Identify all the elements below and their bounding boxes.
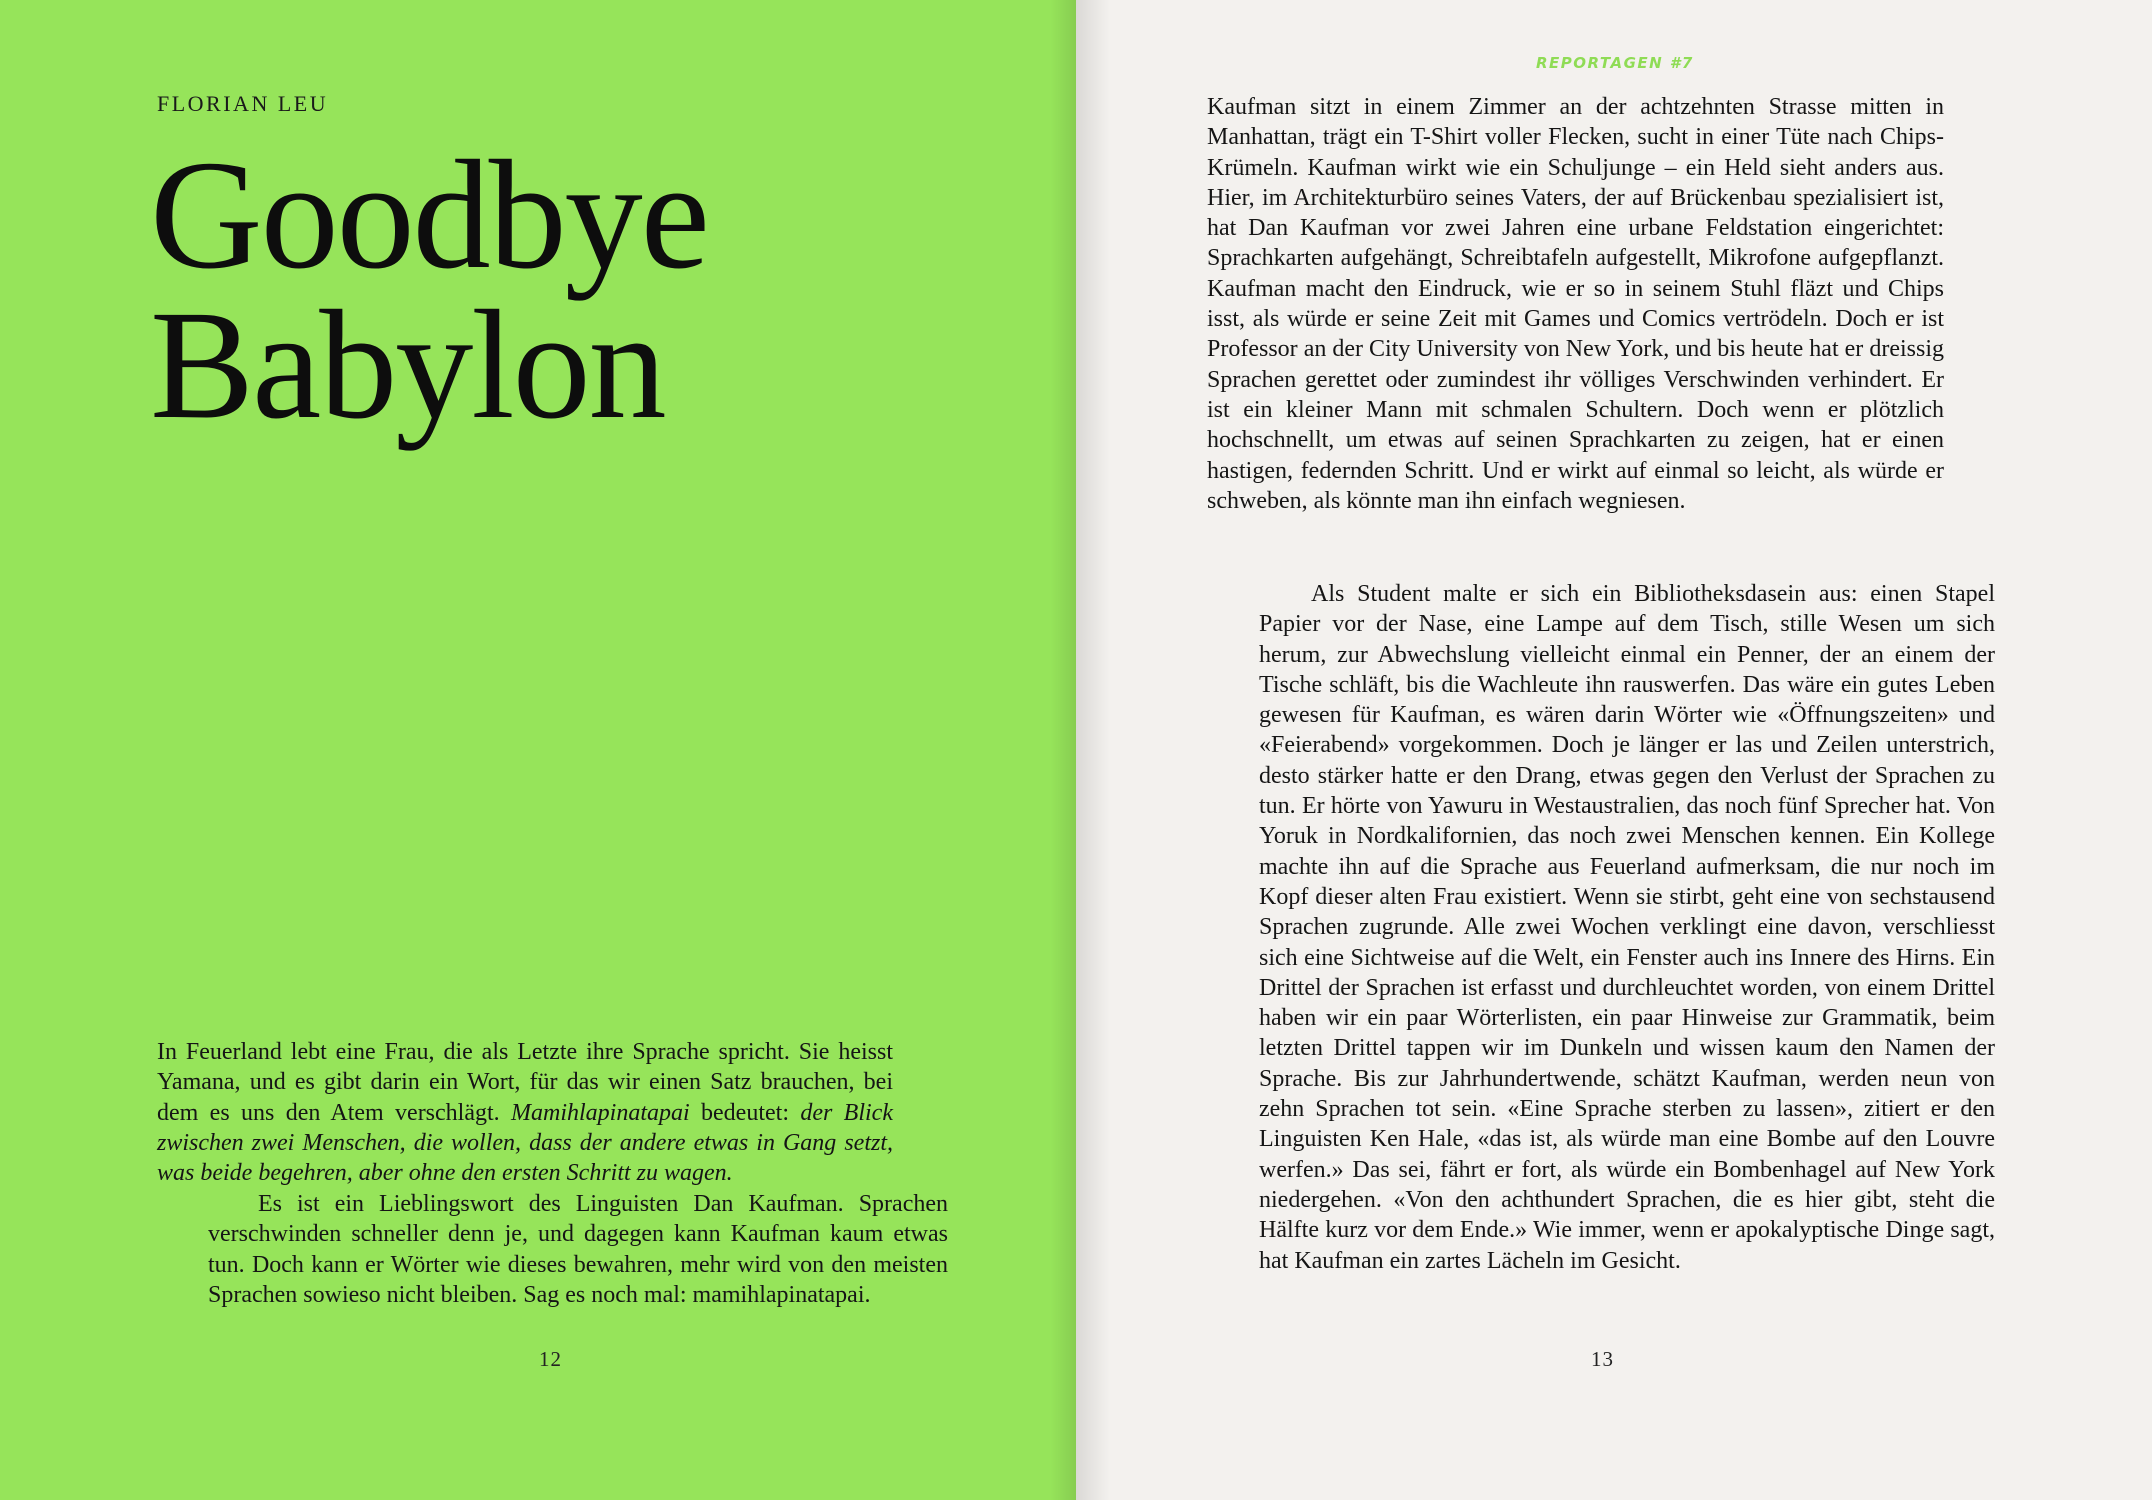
body-paragraph-2: Als Student malte er sich ein Bibliotheksdasein aus: einen Stapel Papier vor der Nase, eine Lampe auf dem Tisch, stille Wesen um sich herum, zur Abwechslung vielleicht einmal ein Penner, der an einem der Tische schläft, bis die Wachleute ihn rauswerfen. Das wäre ein gutes Leben gewesen für Kaufman, es wären darin Wörter wie «Öffnungszeiten» und «Feierabend» vorgekommen. Doch je länger er las und Zeilen unterstrich, desto stärker hatte er den Drang, etwas gegen den Verlust der Sprachen zu tun. Er hörte von Yawuru in Westaustralien, das noch fünf Sprecher hat. Von Yoruk in Nordkalifornien, das noch zwei Menschen kennen. Ein Kollege machte ihn auf die Sprache aus Feuerland aufmerksam, die nur noch im Kopf dieser alten Frau existiert. Wenn sie stirbt, geht eine von sechstausend Sprachen zugrunde. Alle zwei Wochen verklingt eine davon, verschliesst sich eine Sichtweise auf die Welt, ein Fenster auch ins Innere des Hirns. Ein Drittel der Sprachen ist erfasst und durchleuchtet worden, von einem Drittel haben wir ein paar Wörterlisten, ein paar Hinweise zur Grammatik, beim letzten Drittel tappen wir im Dunkeln und wissen kaum den Namen der Sprache. Bis zur Jahrhundertwende, schätzt Kaufman, werden neun von zehn Sprachen tot sein. «Eine Sprache sterben zu lassen», zitiert er den Linguisten Ken Hale, «das ist, als würde man eine Bombe auf den Louvre werfen.» Das sei, fährt er fort, als würde ein Bombenhagel auf New York niedergehen. «Von den achthundert Sprachen, die es hier gibt, steht die Hälfte kurz vor dem Ende.» Wie immer, wenn er apokalyptische Dinge sagt, hat Kaufman ein zartes Lächeln im Gesicht. [1259, 581, 1995, 1274]
lead-text-a: In Feuerland lebt eine Frau, die als Letzte ihre Sprache spricht. Sie heisst Yamana, und es gibt darin ein Wort, für das wir einen Satz brauchen, bei dem es uns den Atem verschlägt. [157, 1039, 893, 1126]
page-number-left: 12 [539, 1347, 562, 1371]
lead-second-paragraph: Es ist ein Lieblingswort des Linguisten Dan Kaufman. Sprachen verschwinden schneller denn je, und dagegen kann Kaufman kaum etwas tun. Doch kann er Wörter wie dieses bewahren, mehr wird von den meisten Sprachen sowieso nicht bleiben. Sag es noch mal: mamihlapinatapai. [208, 1191, 948, 1308]
lead-definition: der Blick zwischen zwei Menschen, die wollen, dass der andere etwas in Gang setzt, was beide begehren, aber ohne den ersten Schritt zu wagen. [157, 1099, 893, 1187]
lead-term: Mamihlapinatapai [511, 1099, 690, 1126]
author-byline: FLORIAN LEU [157, 91, 329, 116]
page-number-right: 13 [1591, 1347, 1614, 1371]
lead-first-paragraph [157, 1037, 893, 1188]
title-line-1: Goodbye [150, 128, 708, 301]
lead-paragraph [157, 1037, 893, 1188]
title-line-2: Babylon [150, 278, 665, 451]
running-head: REPORTAGEN #7 [1536, 54, 1694, 72]
article-title [150, 128, 708, 451]
body-paragraph-1: Kaufman sitzt in einem Zimmer an der achtzehnten Strasse mitten in Manhattan, trägt ein T-Shirt voller Flecken, sucht in einer Tüte nach Chips-Krümeln. Kaufman wirkt wie ein Schuljunge – ein Held sieht anders aus. Hier, im Architekturbüro seines Vaters, der auf Brückenbau spezialisiert ist, hat Dan Kaufman vor zwei Jahren eine urbane Feldstation eingerichtet: Sprachkarten aufgehängt, Schreibtafeln aufgestellt, Mikrofone aufgepflanzt. Kaufman macht den Eindruck, wie er so in seinem Stuhl fläzt und Chips isst, als würde er seine Zeit mit Games und Comics vertrödeln. Doch er ist Professor an der City University von New York, und bis heute hat er dreissig Sprachen gerettet oder zumindest ihr völliges Verschwinden verhindert. Er ist ein kleiner Mann mit schmalen Schultern. Doch wenn er plötzlich hochschnellt, um etwas auf seinen Sprachkarten zu zeigen, hat er einen hastigen, federnden Schritt. Und er wirkt auf einmal so leicht, als würde er schweben, als könnte man ihn einfach wegniesen. [1207, 94, 1944, 514]
lead-text-b: bedeutet: [689, 1099, 801, 1126]
